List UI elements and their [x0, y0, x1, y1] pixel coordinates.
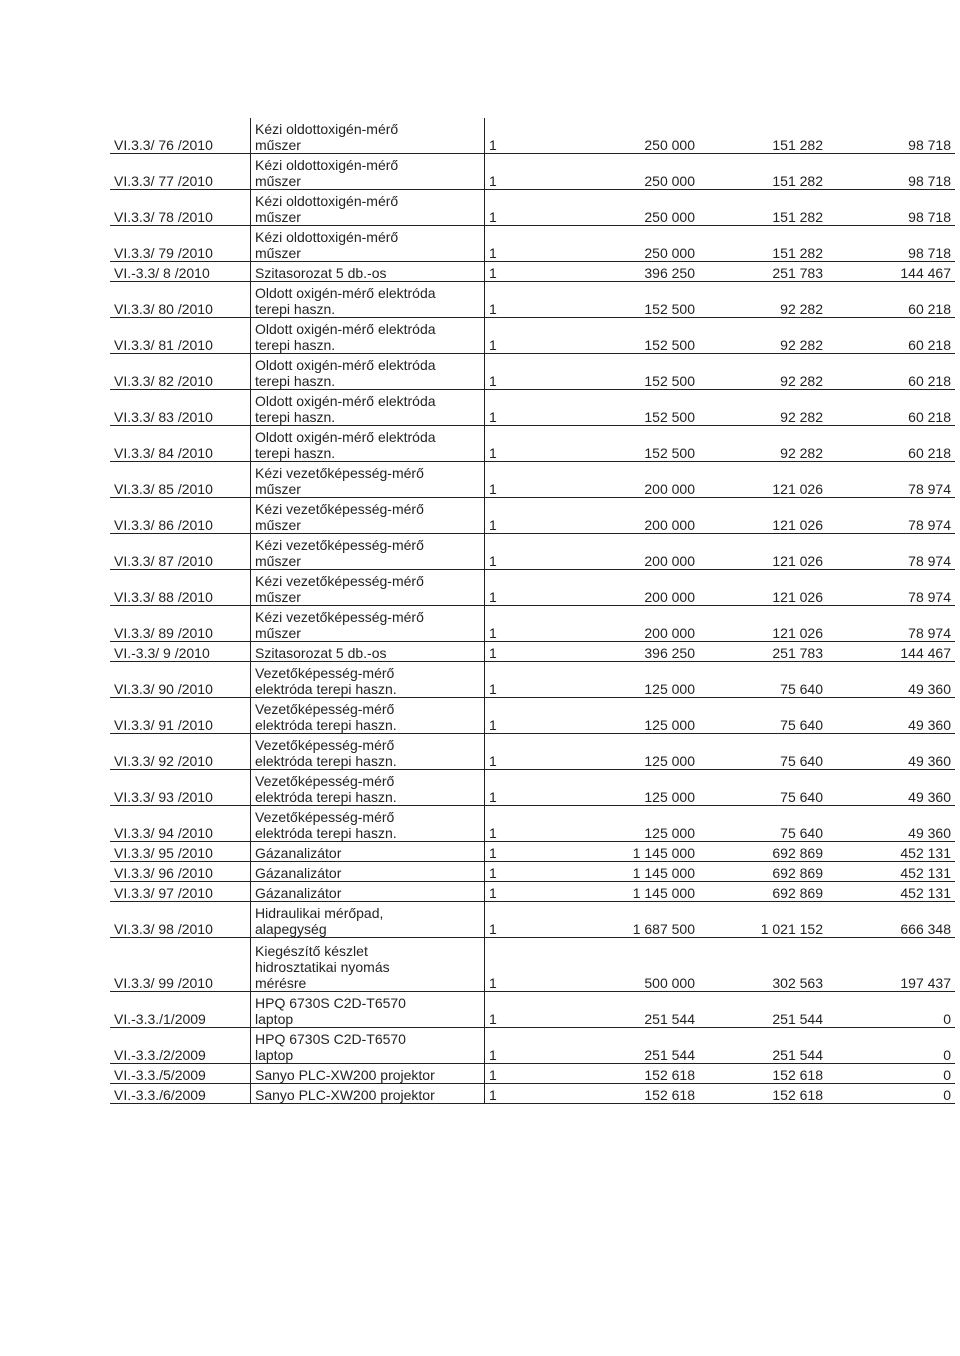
depreciation-cell: 121 026: [699, 498, 827, 534]
description-line: laptop: [255, 1011, 294, 1027]
table-row: [110, 862, 955, 882]
quantity-cell: 1: [485, 862, 574, 882]
quantity-cell: 1: [485, 462, 574, 498]
description-line: műszer: [255, 625, 301, 641]
inventory-number-cell: VI.3.3/ 90 /2010: [110, 662, 251, 698]
description-line: Hidraulikai mérőpad,: [255, 905, 384, 921]
description-line: elektróda terepi haszn.: [255, 717, 397, 733]
depreciation-cell: 251 783: [699, 262, 827, 282]
description-line: Vezetőképesség-mérő: [255, 809, 395, 825]
description-cell: [251, 570, 485, 606]
inventory-number-cell: VI.-3.3/ 9 /2010: [110, 642, 251, 662]
quantity-cell: 1: [485, 1064, 574, 1084]
description-cell: [251, 606, 485, 642]
depreciation-cell: 692 869: [699, 842, 827, 862]
description-line: terepi haszn.: [255, 445, 336, 461]
description-cell: [251, 642, 485, 662]
quantity-cell: 1: [485, 190, 574, 226]
description-line: HPQ 6730S C2D-T6570: [255, 1031, 406, 1047]
description-cell: [251, 462, 485, 498]
gross-value-cell: 152 500: [573, 426, 699, 462]
description-cell: [251, 902, 485, 938]
table-row: [110, 570, 955, 606]
description-cell: [251, 354, 485, 390]
net-value-cell: 197 437: [827, 938, 955, 992]
description-cell: [251, 118, 485, 154]
asset-table: [110, 118, 955, 1104]
description-cell: [251, 806, 485, 842]
gross-value-cell: 251 544: [573, 992, 699, 1028]
description-cell: [251, 154, 485, 190]
table-row: [110, 1028, 955, 1064]
net-value-cell: 60 218: [827, 318, 955, 354]
inventory-number-cell: VI.3.3/ 81 /2010: [110, 318, 251, 354]
description-line: alapegység: [255, 921, 327, 937]
description-line: Vezetőképesség-mérő: [255, 737, 395, 753]
inventory-number-cell: VI.3.3/ 84 /2010: [110, 426, 251, 462]
table-row: [110, 1084, 955, 1104]
net-value-cell: 144 467: [827, 262, 955, 282]
description-line: Vezetőképesség-mérő: [255, 665, 395, 681]
description-line: műszer: [255, 589, 301, 605]
quantity-cell: 1: [485, 642, 574, 662]
depreciation-cell: 121 026: [699, 462, 827, 498]
quantity-cell: 1: [485, 570, 574, 606]
description-line: Kézi vezetőképesség-mérő: [255, 573, 424, 589]
inventory-number-cell: VI.3.3/ 95 /2010: [110, 842, 251, 862]
quantity-cell: 1: [485, 938, 574, 992]
quantity-cell: 1: [485, 1028, 574, 1064]
inventory-number-cell: VI.3.3/ 80 /2010: [110, 282, 251, 318]
quantity-cell: 1: [485, 154, 574, 190]
description-cell: [251, 1064, 485, 1084]
inventory-number-cell: VI.3.3/ 93 /2010: [110, 770, 251, 806]
inventory-number-cell: VI.3.3/ 97 /2010: [110, 882, 251, 902]
inventory-number-cell: VI.3.3/ 94 /2010: [110, 806, 251, 842]
gross-value-cell: 125 000: [573, 698, 699, 734]
description-cell: [251, 992, 485, 1028]
net-value-cell: 666 348: [827, 902, 955, 938]
quantity-cell: 1: [485, 992, 574, 1028]
net-value-cell: 49 360: [827, 662, 955, 698]
net-value-cell: 144 467: [827, 642, 955, 662]
quantity-cell: 1: [485, 118, 574, 154]
net-value-cell: 78 974: [827, 570, 955, 606]
depreciation-cell: 92 282: [699, 354, 827, 390]
description-cell: [251, 770, 485, 806]
description-line: Oldott oxigén-mérő elektróda: [255, 393, 436, 409]
description-line: Szitasorozat 5 db.-os: [255, 265, 387, 281]
depreciation-cell: 692 869: [699, 862, 827, 882]
inventory-number-cell: VI.-3.3./5/2009: [110, 1064, 251, 1084]
description-line: Oldott oxigén-mérő elektróda: [255, 429, 436, 445]
gross-value-cell: 250 000: [573, 154, 699, 190]
description-line: hidrosztatikai nyomás: [255, 959, 390, 975]
quantity-cell: 1: [485, 734, 574, 770]
description-line: Gázanalizátor: [255, 885, 342, 901]
description-line: terepi haszn.: [255, 337, 336, 353]
inventory-number-cell: VI.3.3/ 87 /2010: [110, 534, 251, 570]
gross-value-cell: 125 000: [573, 770, 699, 806]
gross-value-cell: 500 000: [573, 938, 699, 992]
quantity-cell: 1: [485, 426, 574, 462]
description-cell: [251, 842, 485, 862]
table-row: [110, 118, 955, 154]
description-cell: [251, 282, 485, 318]
net-value-cell: 60 218: [827, 354, 955, 390]
net-value-cell: 49 360: [827, 698, 955, 734]
description-cell: [251, 734, 485, 770]
depreciation-cell: 151 282: [699, 226, 827, 262]
depreciation-cell: 75 640: [699, 770, 827, 806]
net-value-cell: 98 718: [827, 154, 955, 190]
description-line: műszer: [255, 245, 301, 261]
description-line: elektróda terepi haszn.: [255, 753, 397, 769]
gross-value-cell: 152 618: [573, 1084, 699, 1104]
gross-value-cell: 125 000: [573, 806, 699, 842]
table-row: [110, 354, 955, 390]
net-value-cell: 78 974: [827, 498, 955, 534]
quantity-cell: 1: [485, 262, 574, 282]
depreciation-cell: 121 026: [699, 534, 827, 570]
net-value-cell: 49 360: [827, 734, 955, 770]
table-row: [110, 770, 955, 806]
quantity-cell: 1: [485, 226, 574, 262]
description-line: műszer: [255, 553, 301, 569]
table-row: [110, 262, 955, 282]
inventory-number-cell: VI.3.3/ 79 /2010: [110, 226, 251, 262]
table-row: [110, 154, 955, 190]
description-line: Kézi oldottoxigén-mérő: [255, 121, 399, 137]
inventory-number-cell: VI.3.3/ 92 /2010: [110, 734, 251, 770]
description-line: Vezetőképesség-mérő: [255, 701, 395, 717]
description-cell: [251, 498, 485, 534]
depreciation-cell: 92 282: [699, 426, 827, 462]
net-value-cell: 0: [827, 1028, 955, 1064]
gross-value-cell: 125 000: [573, 734, 699, 770]
description-line: terepi haszn.: [255, 301, 336, 317]
table-row: [110, 1064, 955, 1084]
quantity-cell: 1: [485, 534, 574, 570]
description-cell: [251, 862, 485, 882]
inventory-number-cell: VI.-3.3./6/2009: [110, 1084, 251, 1104]
inventory-number-cell: VI.3.3/ 89 /2010: [110, 606, 251, 642]
description-line: műszer: [255, 173, 301, 189]
quantity-cell: 1: [485, 318, 574, 354]
description-line: mérésre: [255, 975, 307, 991]
gross-value-cell: 152 500: [573, 390, 699, 426]
inventory-number-cell: VI.3.3/ 83 /2010: [110, 390, 251, 426]
inventory-number-cell: VI.3.3/ 76 /2010: [110, 118, 251, 154]
net-value-cell: 78 974: [827, 462, 955, 498]
gross-value-cell: 200 000: [573, 498, 699, 534]
quantity-cell: 1: [485, 282, 574, 318]
gross-value-cell: 1 145 000: [573, 882, 699, 902]
net-value-cell: 452 131: [827, 862, 955, 882]
description-cell: [251, 190, 485, 226]
quantity-cell: 1: [485, 770, 574, 806]
inventory-number-cell: VI.3.3/ 86 /2010: [110, 498, 251, 534]
table-row: [110, 642, 955, 662]
net-value-cell: 98 718: [827, 226, 955, 262]
net-value-cell: 0: [827, 1084, 955, 1104]
description-cell: [251, 882, 485, 902]
depreciation-cell: 151 282: [699, 190, 827, 226]
description-line: Oldott oxigén-mérő elektróda: [255, 321, 436, 337]
quantity-cell: 1: [485, 662, 574, 698]
table-row: [110, 938, 955, 992]
inventory-number-cell: VI.3.3/ 98 /2010: [110, 902, 251, 938]
gross-value-cell: 200 000: [573, 570, 699, 606]
description-line: Kézi vezetőképesség-mérő: [255, 465, 424, 481]
gross-value-cell: 152 500: [573, 354, 699, 390]
net-value-cell: 452 131: [827, 842, 955, 862]
inventory-number-cell: VI.3.3/ 77 /2010: [110, 154, 251, 190]
description-line: Kézi oldottoxigén-mérő: [255, 193, 399, 209]
description-line: Oldott oxigén-mérő elektróda: [255, 357, 436, 373]
description-line: Gázanalizátor: [255, 865, 342, 881]
inventory-number-cell: VI.3.3/ 85 /2010: [110, 462, 251, 498]
depreciation-cell: 152 618: [699, 1064, 827, 1084]
table-row: [110, 842, 955, 862]
gross-value-cell: 1 687 500: [573, 902, 699, 938]
depreciation-cell: 302 563: [699, 938, 827, 992]
gross-value-cell: 250 000: [573, 190, 699, 226]
description-line: műszer: [255, 209, 301, 225]
depreciation-cell: 1 021 152: [699, 902, 827, 938]
net-value-cell: 49 360: [827, 806, 955, 842]
depreciation-cell: 92 282: [699, 390, 827, 426]
gross-value-cell: 152 500: [573, 318, 699, 354]
gross-value-cell: 396 250: [573, 262, 699, 282]
description-line: elektróda terepi haszn.: [255, 825, 397, 841]
table-row: [110, 498, 955, 534]
gross-value-cell: 396 250: [573, 642, 699, 662]
gross-value-cell: 200 000: [573, 534, 699, 570]
depreciation-cell: 151 282: [699, 154, 827, 190]
description-line: Sanyo PLC-XW200 projektor: [255, 1087, 435, 1103]
description-line: Kézi oldottoxigén-mérő: [255, 157, 399, 173]
description-line: terepi haszn.: [255, 409, 336, 425]
net-value-cell: 452 131: [827, 882, 955, 902]
depreciation-cell: 92 282: [699, 318, 827, 354]
gross-value-cell: 152 618: [573, 1064, 699, 1084]
net-value-cell: 0: [827, 1064, 955, 1084]
description-cell: [251, 318, 485, 354]
net-value-cell: 60 218: [827, 426, 955, 462]
table-row: [110, 662, 955, 698]
description-line: terepi haszn.: [255, 373, 336, 389]
table-row: [110, 318, 955, 354]
description-line: Gázanalizátor: [255, 845, 342, 861]
inventory-number-cell: VI.3.3/ 96 /2010: [110, 862, 251, 882]
inventory-number-cell: VI.3.3/ 91 /2010: [110, 698, 251, 734]
table-row: [110, 390, 955, 426]
table-row: [110, 902, 955, 938]
description-cell: [251, 426, 485, 462]
table-row: [110, 534, 955, 570]
gross-value-cell: 251 544: [573, 1028, 699, 1064]
net-value-cell: 98 718: [827, 118, 955, 154]
gross-value-cell: 1 145 000: [573, 842, 699, 862]
quantity-cell: 1: [485, 806, 574, 842]
net-value-cell: 60 218: [827, 282, 955, 318]
description-line: Kézi oldottoxigén-mérő: [255, 229, 399, 245]
description-line: Oldott oxigén-mérő elektróda: [255, 285, 436, 301]
net-value-cell: 60 218: [827, 390, 955, 426]
net-value-cell: 78 974: [827, 606, 955, 642]
description-cell: [251, 390, 485, 426]
description-line: Kézi vezetőképesség-mérő: [255, 609, 424, 625]
table-row: [110, 806, 955, 842]
gross-value-cell: 200 000: [573, 606, 699, 642]
description-line: műszer: [255, 481, 301, 497]
quantity-cell: 1: [485, 354, 574, 390]
quantity-cell: 1: [485, 390, 574, 426]
depreciation-cell: 92 282: [699, 282, 827, 318]
net-value-cell: 0: [827, 992, 955, 1028]
depreciation-cell: 75 640: [699, 806, 827, 842]
description-cell: [251, 262, 485, 282]
table-row: [110, 882, 955, 902]
net-value-cell: 49 360: [827, 770, 955, 806]
description-line: műszer: [255, 517, 301, 533]
gross-value-cell: 125 000: [573, 662, 699, 698]
quantity-cell: 1: [485, 882, 574, 902]
description-line: Sanyo PLC-XW200 projektor: [255, 1067, 435, 1083]
gross-value-cell: 200 000: [573, 462, 699, 498]
depreciation-cell: 151 282: [699, 118, 827, 154]
depreciation-cell: 121 026: [699, 606, 827, 642]
description-line: elektróda terepi haszn.: [255, 681, 397, 697]
quantity-cell: 1: [485, 698, 574, 734]
asset-table-body: [110, 118, 955, 1104]
table-row: [110, 226, 955, 262]
table-row: [110, 190, 955, 226]
description-line: Kézi vezetőképesség-mérő: [255, 537, 424, 553]
depreciation-cell: 152 618: [699, 1084, 827, 1104]
depreciation-cell: 75 640: [699, 662, 827, 698]
table-row: [110, 606, 955, 642]
depreciation-cell: 692 869: [699, 882, 827, 902]
table-row: [110, 734, 955, 770]
description-line: műszer: [255, 137, 301, 153]
description-line: Kézi vezetőképesség-mérő: [255, 501, 424, 517]
table-row: [110, 992, 955, 1028]
description-cell: [251, 698, 485, 734]
description-line: Szitasorozat 5 db.-os: [255, 645, 387, 661]
description-line: elektróda terepi haszn.: [255, 789, 397, 805]
description-line: Kiegészítő készlet: [255, 943, 368, 959]
gross-value-cell: 250 000: [573, 118, 699, 154]
gross-value-cell: 152 500: [573, 282, 699, 318]
table-row: [110, 282, 955, 318]
quantity-cell: 1: [485, 1084, 574, 1104]
inventory-number-cell: VI.3.3/ 99 /2010: [110, 938, 251, 992]
depreciation-cell: 121 026: [699, 570, 827, 606]
description-line: Vezetőképesség-mérő: [255, 773, 395, 789]
inventory-number-cell: VI.3.3/ 88 /2010: [110, 570, 251, 606]
net-value-cell: 98 718: [827, 190, 955, 226]
quantity-cell: 1: [485, 902, 574, 938]
description-cell: [251, 662, 485, 698]
description-cell: [251, 226, 485, 262]
depreciation-cell: 251 544: [699, 1028, 827, 1064]
depreciation-cell: 75 640: [699, 734, 827, 770]
description-cell: [251, 1028, 485, 1064]
inventory-number-cell: VI.3.3/ 82 /2010: [110, 354, 251, 390]
description-line: laptop: [255, 1047, 294, 1063]
depreciation-cell: 251 783: [699, 642, 827, 662]
table-row: [110, 426, 955, 462]
description-cell: [251, 938, 485, 992]
quantity-cell: 1: [485, 498, 574, 534]
table-row: [110, 462, 955, 498]
gross-value-cell: 250 000: [573, 226, 699, 262]
description-cell: [251, 534, 485, 570]
depreciation-cell: 251 544: [699, 992, 827, 1028]
quantity-cell: 1: [485, 842, 574, 862]
inventory-number-cell: VI.-3.3/ 8 /2010: [110, 262, 251, 282]
gross-value-cell: 1 145 000: [573, 862, 699, 882]
depreciation-cell: 75 640: [699, 698, 827, 734]
table-row: [110, 698, 955, 734]
inventory-number-cell: VI.-3.3./1/2009: [110, 992, 251, 1028]
description-line: HPQ 6730S C2D-T6570: [255, 995, 406, 1011]
inventory-number-cell: VI.3.3/ 78 /2010: [110, 190, 251, 226]
net-value-cell: 78 974: [827, 534, 955, 570]
inventory-number-cell: VI.-3.3./2/2009: [110, 1028, 251, 1064]
description-cell: [251, 1084, 485, 1104]
quantity-cell: 1: [485, 606, 574, 642]
